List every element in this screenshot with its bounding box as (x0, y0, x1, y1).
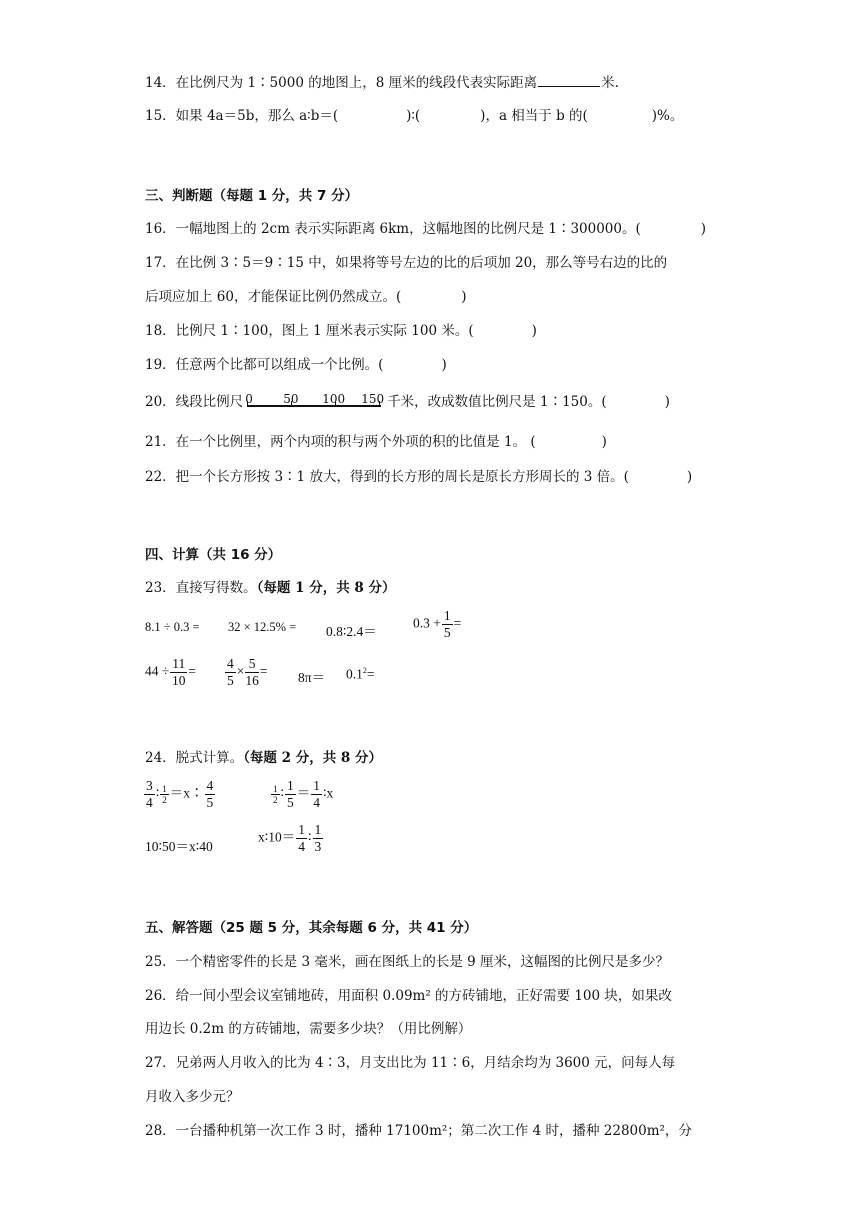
q14-text: 14．在比例尺为 1∶5000 的地图上，8 厘米的线段代表实际距离 (145, 75, 538, 91)
denominator: 5 (287, 795, 294, 810)
denominator: 2 (273, 795, 278, 805)
calc-2: 32 × 12.5% = (228, 620, 297, 634)
question-21 (145, 432, 607, 452)
equals-x: ＝x∶ (169, 785, 204, 801)
question-20 (145, 392, 670, 413)
q20-text: 20．线段比例尺 (145, 394, 244, 410)
denominator: 5 (227, 673, 234, 688)
fraction (285, 778, 296, 811)
numerator: 5 (245, 656, 259, 673)
calc-8 (346, 666, 375, 683)
denominator: 2 (162, 795, 167, 805)
denominator: 16 (245, 673, 259, 688)
fraction (170, 656, 187, 689)
section-3-title: 三、判断题（每题 1 分，共 7 分） (145, 188, 359, 204)
ruler-label: 50 (283, 391, 299, 406)
q16-text: 16．一幅地图上的 2cm 表示实际距离 6km，这幅地图的比例尺是 1∶300000。( (145, 221, 641, 237)
ruler-label: 0 (245, 391, 253, 406)
question-17-line1: 17．在比例 3∶5＝9∶15 中，如果将等号左边的比的后项加 20，那么等号右边的比的 (145, 255, 668, 271)
q21-close: ) (601, 434, 607, 450)
fraction (205, 778, 216, 811)
equation-4-a: x∶10＝ (258, 829, 296, 845)
question-28-line1: 28．一台播种机第一次工作 3 时，播种 17100m²；第二次工作 4 时，播种 22800m²，分 (145, 1123, 692, 1139)
colon-x: ∶x (323, 785, 334, 801)
q15-separator: )∶( (406, 108, 421, 124)
question-14 (145, 72, 619, 93)
q21-text: 21．在一个比例里，两个内项的积与两个外项的积的比值是 1。 ( (145, 434, 536, 450)
equals: = (259, 663, 268, 679)
colon: ∶ (280, 785, 285, 801)
calc-5-a: 44 ÷ (145, 663, 170, 679)
equation-1 (143, 778, 216, 811)
section-4-title: 四、计算（共 16 分） (145, 547, 282, 563)
fraction (144, 778, 155, 811)
question-27-line1: 27．兄弟两人月收入的比为 4∶3，月支出比为 11∶6，月结余均为 3600 元，问每人每 (145, 1055, 676, 1071)
q19-text: 19．任意两个比都可以组成一个比例。( (145, 357, 384, 373)
q23-points: （每题 1 分，共 8 分） (256, 580, 396, 596)
numerator: 1 (273, 784, 278, 794)
denominator: 4 (146, 795, 153, 810)
question-22 (145, 467, 692, 487)
question-15 (145, 106, 683, 126)
q15-text: 15．如果 4a＝5b，那么 a∶b＝( (145, 108, 339, 124)
q17-close: ) (461, 289, 467, 305)
ruler-label: 100 (322, 391, 346, 406)
question-19 (145, 355, 447, 375)
equation-3: 10∶50＝x∶40 (145, 839, 213, 854)
equals: = (453, 615, 462, 631)
fraction (225, 656, 236, 689)
question-25: 25．一个精密零件的长是 3 毫米，画在图纸上的长是 9 厘米，这幅图的比例尺是多少？ (145, 954, 670, 970)
numerator: 1 (313, 778, 321, 793)
q24-text: 24．脱式计算。 (145, 750, 244, 766)
question-18 (145, 321, 537, 341)
fraction (160, 784, 169, 805)
question-27-line2: 月收入多少元？ (145, 1089, 240, 1105)
numerator: 1 (298, 822, 306, 837)
equals: = (366, 666, 375, 682)
numerator: 1 (162, 784, 167, 794)
question-26-line2: 用边长 0.2m 的方砖铺地，需要多少块？（用比例解） (145, 1021, 472, 1037)
q22-text: 22．把一个长方形按 3∶1 放大，得到的长方形的周长是原长方形周长的 3 倍。( (145, 469, 629, 485)
numerator: 4 (227, 656, 234, 671)
q17-text: 后项应加上 60，才能保证比例仍然成立。( (145, 289, 402, 305)
question-16 (145, 219, 706, 239)
q19-close: ) (441, 357, 447, 373)
denominator: 4 (298, 839, 306, 854)
numerator: 1 (314, 822, 322, 837)
line-scale-ruler (245, 393, 385, 413)
fraction (245, 656, 259, 689)
section-5-title: 五、解答题（25 题 5 分，其余每题 6 分，共 41 分） (145, 920, 478, 936)
calc-1: 8.1 ÷ 0.3 = (145, 620, 200, 634)
q20-close: ) (664, 394, 670, 410)
equation-4 (258, 822, 324, 855)
fraction (271, 784, 280, 805)
numerator: 1 (443, 608, 451, 623)
fraction (311, 778, 322, 811)
colon: ∶ (308, 829, 312, 845)
question-17-line2 (145, 287, 467, 307)
q14-unit: 米. (601, 75, 619, 91)
denominator: 5 (443, 625, 451, 640)
times: × (236, 663, 245, 679)
q18-close: ) (531, 323, 537, 339)
calc-7: 8π＝ (298, 670, 326, 685)
calc-3: 0.8∶2.4＝ (326, 624, 377, 639)
q18-text: 18．比例尺 1∶100，图上 1 厘米表示实际 100 米。( (145, 323, 474, 339)
calc-4 (413, 608, 461, 641)
calc-4-a: 0.3 + (413, 615, 441, 631)
q15-percent: )%。 (651, 108, 684, 124)
q20-text-2: 千米，改成数值比例尺是 1∶150。( (387, 394, 607, 410)
colon: ∶ (155, 785, 160, 801)
equals: = (188, 663, 196, 679)
exponent: 2 (362, 666, 367, 675)
calc-8-base: 0.1 (346, 666, 363, 682)
numerator: 11 (172, 656, 186, 671)
denominator: 5 (206, 795, 214, 810)
q23-text: 23．直接写得数。 (145, 580, 257, 596)
q24-points: （每题 2 分，共 8 分） (243, 750, 383, 766)
numerator: 4 (206, 778, 214, 793)
question-26-line1: 26．给一间小型会议室铺地砖，用面积 0.09m² 的方砖铺地，正好需要 100 块，如果改 (145, 988, 672, 1004)
calc-5 (145, 656, 196, 689)
numerator: 3 (146, 778, 153, 793)
denominator: 3 (314, 839, 322, 854)
ruler-label: 150 (361, 391, 385, 406)
denominator: 4 (313, 795, 321, 810)
fraction (313, 822, 324, 855)
fraction (442, 608, 453, 641)
q15-text-2: )，a 相当于 b 的( (480, 108, 588, 124)
equation-2 (270, 778, 333, 811)
question-23-title (145, 578, 396, 598)
q16-close: ) (700, 221, 707, 237)
q22-close: ) (686, 469, 693, 485)
calc-6 (224, 656, 268, 689)
denominator: 10 (172, 673, 186, 688)
equals: ＝ (296, 785, 311, 801)
question-24-title (145, 748, 382, 768)
numerator: 1 (287, 778, 294, 793)
q14-answer-blank[interactable] (538, 72, 600, 87)
fraction (296, 822, 307, 855)
